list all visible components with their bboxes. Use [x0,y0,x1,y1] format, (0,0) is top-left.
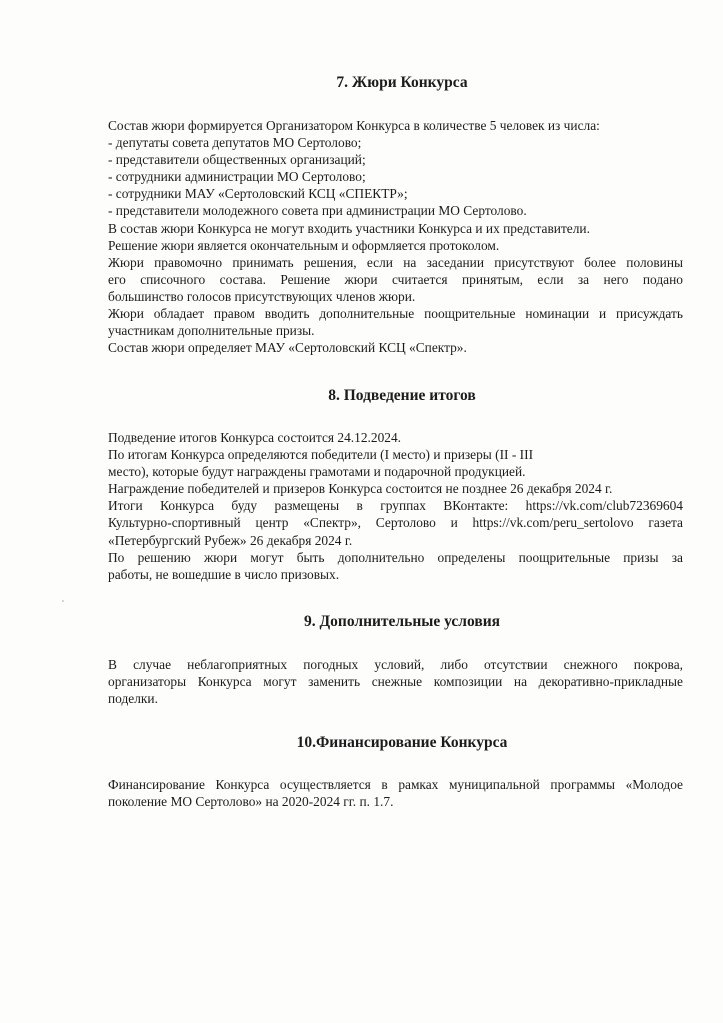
section-9-body [108,656,683,707]
paragraph-line: Решение жюри является окончательным и оформляется протоколом. [108,237,500,253]
section-7-body [108,117,683,356]
paragraph-line: работы, не вошедшие в число призовых. [108,566,340,582]
paragraph-line: В случае неблагоприятных погодных условий, либо отсутствии снежного покрова, [108,657,683,672]
paragraph-line: Финансирование Конкурса осуществляется в рамках муниципальной программы «Молодое [108,777,683,792]
paragraph-line: В состав жюри Конкурса не могут входить участники Конкурса и их представители. [108,220,590,236]
section-10-title: 10.Финансирование Конкурса [296,734,508,751]
paragraph-line: «Петербургский Рубеж» 26 декабря 2024 г. [108,532,353,548]
paragraph-line: Итоги Конкурса буду размещены в группах ВКонтакте: https://vk.com/club72369604 [108,498,683,514]
paragraph-line: его списочного состава. Решение жюри считается принятым, если за него подано [108,271,683,287]
section-10-body [108,776,683,810]
paragraph-line: По итогам Конкурса определяются победители (I место) и призеры (II - III [108,447,534,463]
list-item: - сотрудники МАУ «Сертоловский КСЦ «СПЕКТР»; [108,186,408,202]
section-8-body [108,429,683,583]
list-item: - представители общественных организаций; [108,152,366,168]
paragraph-line: Состав жюри формируется Организатором Конкурса в количестве 5 человек из числа: [108,118,600,133]
paragraph-line: организаторы Конкурса могут заменить снежные композиции на декоративно-прикладные [108,674,683,690]
paragraph-line: Культурно-спортивный центр «Спектр», Сертолово и https://vk.com/peru_sertolovo газета [108,515,683,531]
paragraph-line: Подведение итогов Конкурса состоится 24.12.2024. [108,430,401,445]
paragraph-line: Жюри обладает правом вводить дополнительные поощрительные номинации и присуждать [108,306,683,322]
paragraph-line: место), которые будут награждены грамотами и подарочной продукцией. [108,464,526,480]
section-7-title: 7. Жюри Конкурса [336,74,468,91]
paragraph-line: участникам дополнительные призы. [108,323,315,339]
paragraph-line: большинство голосов присутствующих членов жюри. [108,288,416,304]
paragraph-line: поделки. [108,691,158,707]
list-item: - депутаты совета депутатов МО Сертолово; [108,135,362,151]
list-item: - представители молодежного совета при администрации МО Сертолово. [108,203,527,219]
paragraph-line: поколение МО Сертолово» на 2020-2024 гг. п. 1.7. [108,794,394,810]
scan-speck [62,600,64,602]
section-9-title: 9. Дополнительные условия [303,613,501,630]
section-8-title: 8. Подведение итогов [328,387,476,404]
paragraph-line: Награждение победителей и призеров Конкурса состоится не позднее 26 декабря 2024 г. [108,481,613,497]
paragraph-line: Жюри правомочно принимать решения, если на заседании присутствуют более половины [108,254,683,270]
list-item: - сотрудники администрации МО Сертолово; [108,169,366,185]
paragraph-line: По решению жюри могут быть дополнительно определены поощрительные призы за [108,549,683,565]
paragraph-line: Состав жюри определяет МАУ «Сертоловский КСЦ «Спектр». [108,340,467,356]
